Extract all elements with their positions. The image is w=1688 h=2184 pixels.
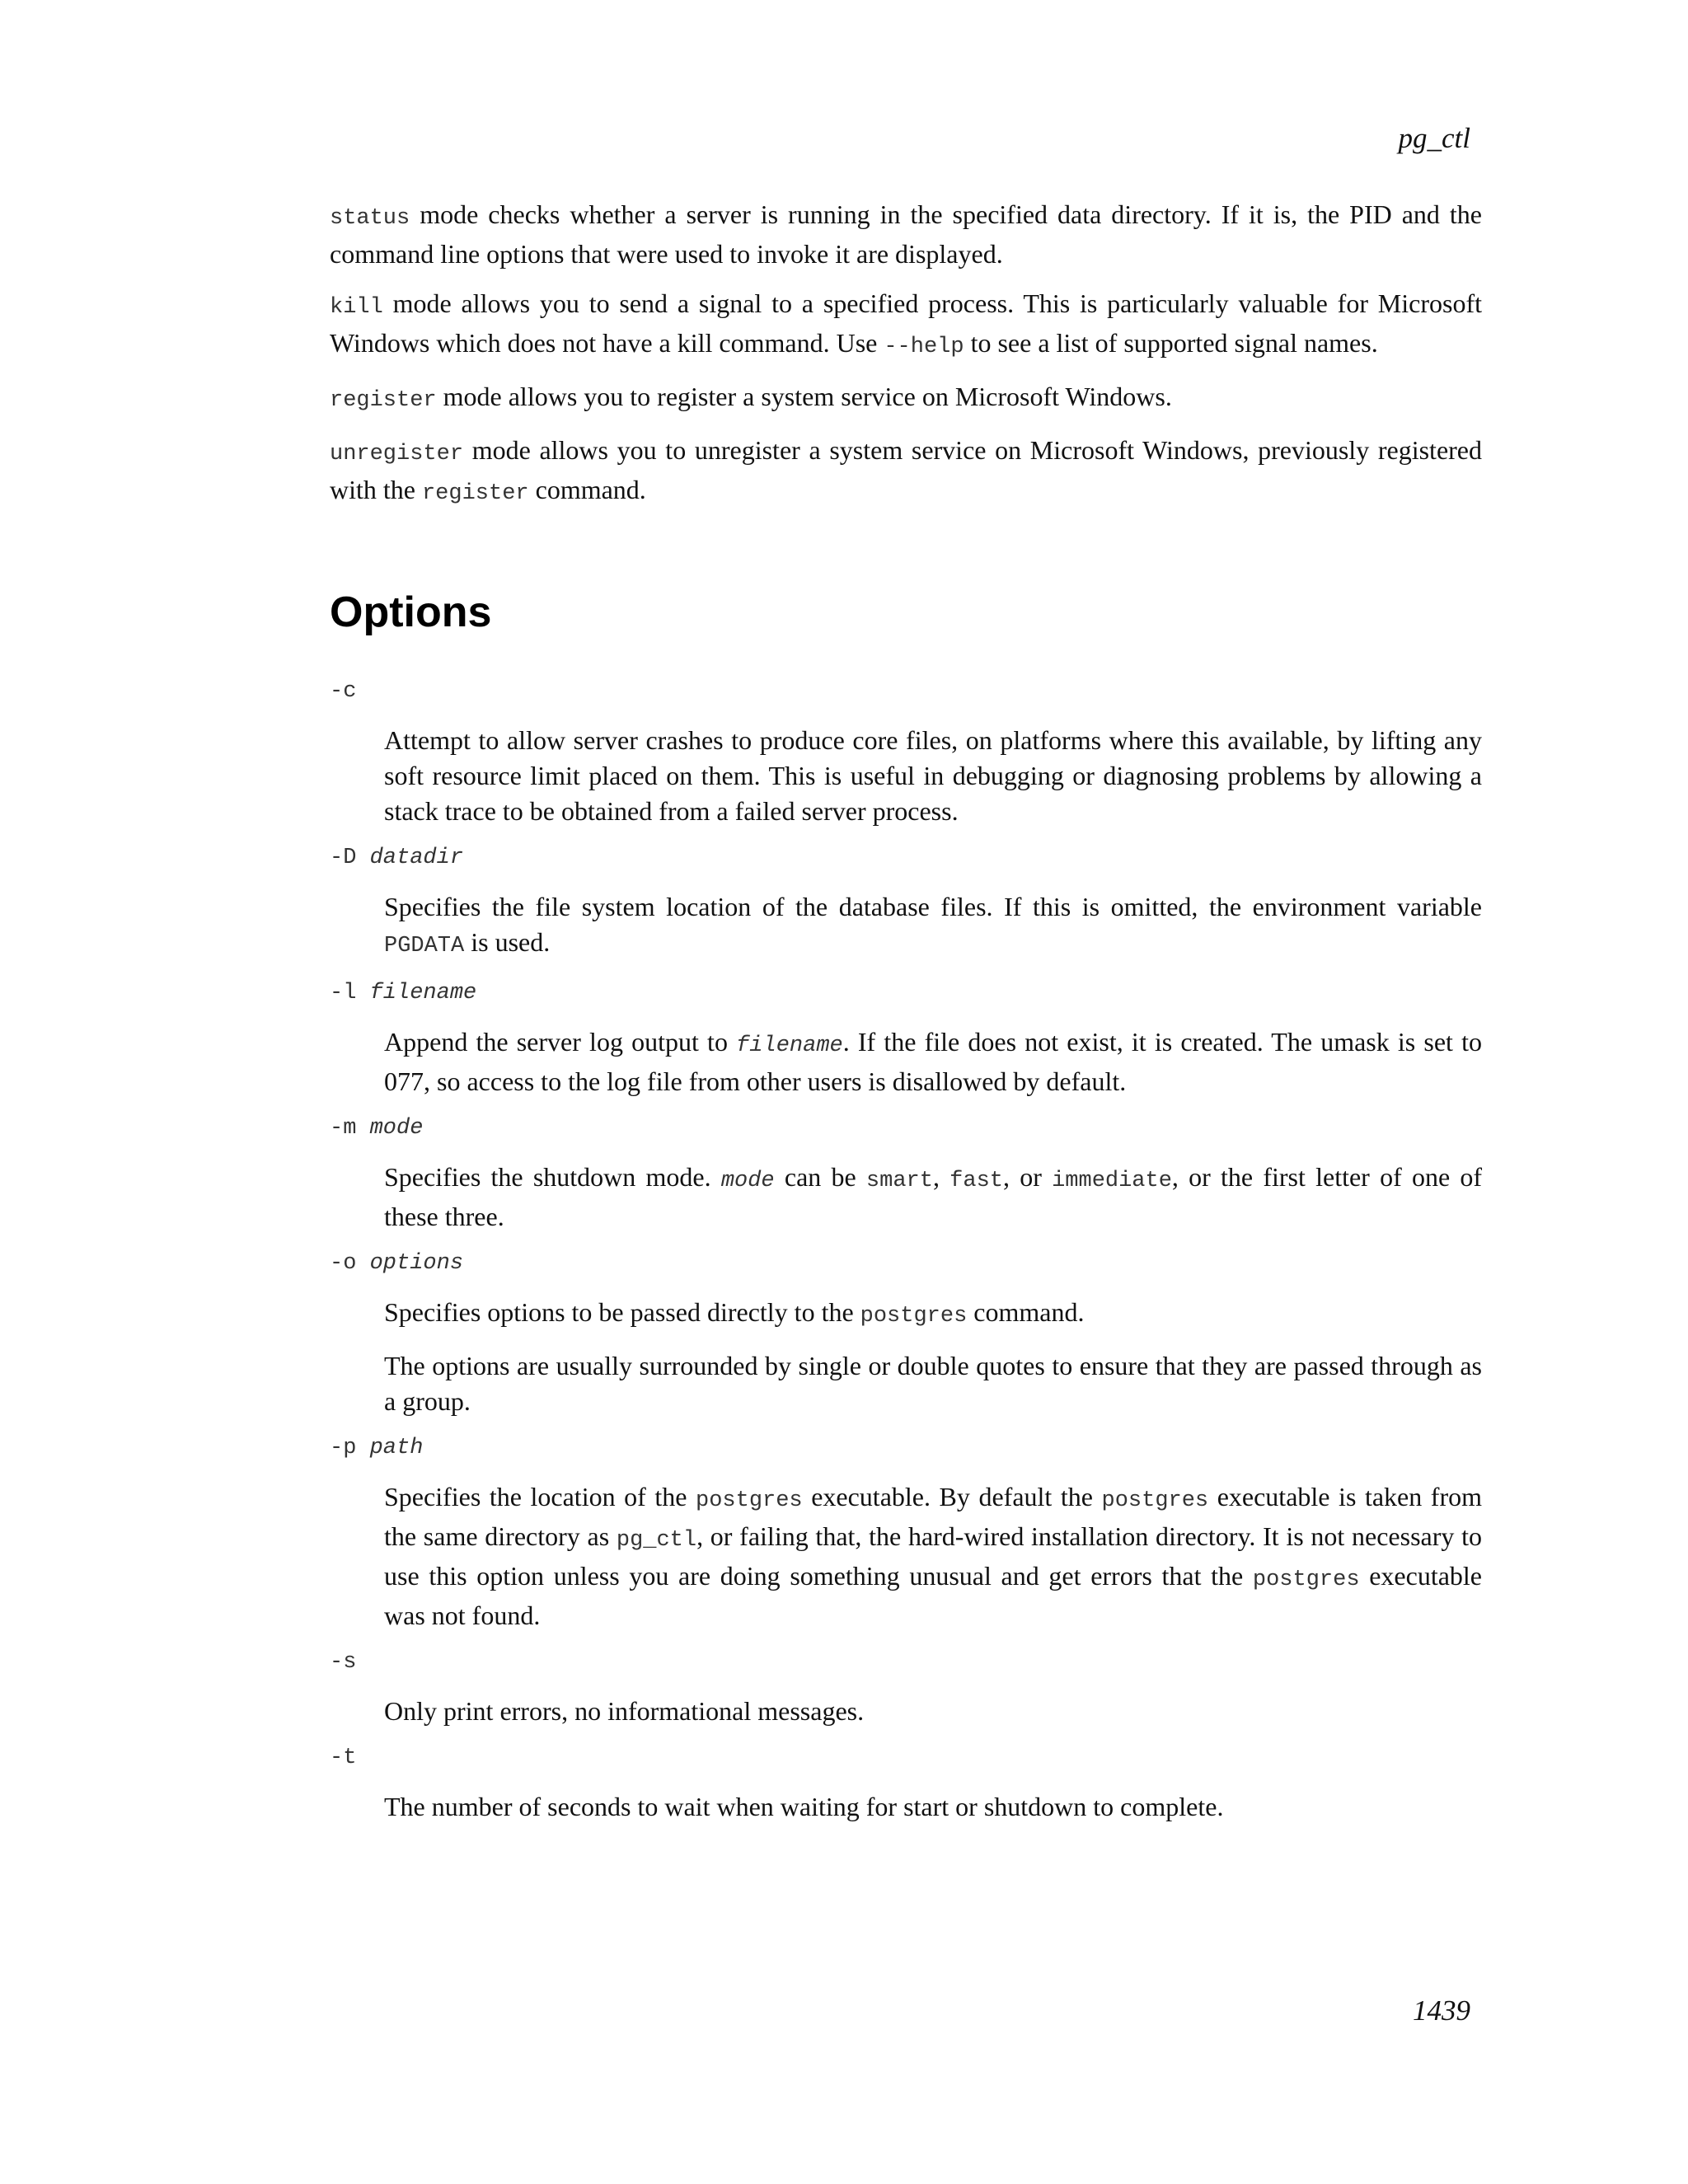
option-s-description xyxy=(384,1694,1482,1729)
option-o-text-before: Specifies options to be passed directly to the xyxy=(384,1297,860,1327)
postgres-code: postgres xyxy=(860,1304,968,1329)
pg-ctl-code: pg_ctl xyxy=(616,1528,697,1553)
option-t-description xyxy=(384,1789,1482,1825)
status-code: status xyxy=(330,206,410,231)
fast-code: fast xyxy=(950,1169,1003,1193)
option-l-text xyxy=(384,1024,1482,1099)
postgres-code-3: postgres xyxy=(1252,1568,1360,1592)
option-d-term xyxy=(330,843,1482,873)
kill-code: kill xyxy=(330,295,383,320)
option-s-term xyxy=(330,1647,1482,1677)
option-d-text xyxy=(384,889,1482,964)
option-c-flag: -c xyxy=(330,679,357,704)
option-c-term xyxy=(330,677,1482,706)
option-o-arg: options xyxy=(369,1251,464,1276)
option-l-flag: -l xyxy=(330,981,357,1005)
option-l-description xyxy=(384,1024,1482,1099)
page-number: 1439 xyxy=(1413,1994,1470,2027)
option-m-text-2: can be xyxy=(774,1162,866,1192)
unregister-text-before: mode allows you to unregister a system service on Microsoft Windows, previously registered with the xyxy=(330,435,1482,504)
option-m-arg: mode xyxy=(369,1116,424,1141)
postgres-code-1: postgres xyxy=(696,1488,803,1513)
kill-mode-paragraph xyxy=(330,286,1482,365)
option-t-term xyxy=(330,1743,1482,1773)
option-o-text-after: command. xyxy=(967,1297,1085,1327)
option-s-flag: -s xyxy=(330,1650,357,1675)
option-d-arg: datadir xyxy=(369,846,464,870)
option-m-text-5: , or the first letter of one of these three. xyxy=(384,1162,1483,1231)
option-o-flag: -o xyxy=(330,1251,357,1276)
option-d-description xyxy=(384,889,1482,964)
option-t-flag: -t xyxy=(330,1746,357,1770)
option-p-text-4: , or failing that, the hard-wired installation directory. It is not necessary to use this option unless you are doing something unusual and get errors that the xyxy=(384,1521,1483,1591)
option-o-second-text: The options are usually surrounded by single or double quotes to ensure that they are passed through as a group. xyxy=(384,1351,1482,1416)
option-o-description xyxy=(384,1295,1482,1419)
running-header-title: pg_ctl xyxy=(1398,122,1470,154)
kill-text-before: mode allows you to send a signal to a specified process. This is particularly valuable for Microsoft Windows which does not have a kill command. Use xyxy=(330,288,1482,358)
option-d-flag: -D xyxy=(330,846,357,870)
pgdata-code: PGDATA xyxy=(384,934,465,958)
options-heading: Options xyxy=(330,588,492,636)
option-m-text-1: Specifies the shutdown mode. xyxy=(384,1162,721,1192)
register-text: mode allows you to register a system service on Microsoft Windows. xyxy=(436,382,1172,411)
option-m-text-4: , or xyxy=(1002,1162,1053,1192)
page-content xyxy=(330,197,1482,1839)
options-list xyxy=(330,677,1482,1825)
register-code: register xyxy=(330,388,437,413)
kill-text-after: to see a list of supported signal names. xyxy=(964,328,1378,358)
option-d-text-after: is used. xyxy=(464,927,551,957)
option-l-arg: filename xyxy=(369,981,477,1005)
unregister-mode-paragraph xyxy=(330,433,1482,512)
option-l-text-after: . If the file does not exist, it is created. The umask is set to 077, so access to the log file from other users is disallowed by default. xyxy=(384,1027,1483,1096)
option-p-text-1: Specifies the location of the xyxy=(384,1482,696,1511)
option-p-text-2: executable. By default the xyxy=(802,1482,1102,1511)
option-c-description xyxy=(384,723,1482,829)
filename-code: filename xyxy=(736,1033,843,1058)
register-inline-code: register xyxy=(421,481,529,506)
unregister-text-after: command. xyxy=(528,475,646,504)
option-d-text-before: Specifies the file system location of the database files. If this is omitted, the environment variable xyxy=(384,892,1482,921)
mode-code: mode xyxy=(720,1169,775,1193)
option-p-text-3: executable is taken from the same directory as xyxy=(384,1482,1483,1551)
option-m-text xyxy=(384,1160,1482,1235)
status-text: mode checks whether a server is running in the specified data directory. If it is, the PID and the command line options that were used to invoke it are displayed. xyxy=(330,199,1482,269)
option-p-flag: -p xyxy=(330,1436,357,1460)
option-p-term xyxy=(330,1433,1482,1463)
option-l-text-before: Append the server log output to xyxy=(384,1027,737,1057)
option-p-text-5: executable was not found. xyxy=(384,1561,1482,1630)
option-l-term xyxy=(330,978,1482,1008)
status-mode-paragraph xyxy=(330,197,1482,272)
option-m-text-3: , xyxy=(932,1162,950,1192)
help-option-code: --help xyxy=(884,335,964,359)
option-c-text: Attempt to allow server crashes to produce core files, on platforms where this available, by lifting any soft resource limit placed on them. This is useful in debugging or diagnosing problems by allowing a stack trace to be obtained from a failed server process. xyxy=(384,725,1482,826)
option-s-text: Only print errors, no informational messages. xyxy=(384,1696,865,1726)
option-o-term xyxy=(330,1249,1482,1278)
option-m-description xyxy=(384,1160,1482,1235)
immediate-code: immediate xyxy=(1052,1169,1172,1193)
option-m-flag: -m xyxy=(330,1116,357,1141)
option-p-arg: path xyxy=(369,1436,424,1460)
option-m-term xyxy=(330,1113,1482,1143)
smart-code: smart xyxy=(865,1169,933,1193)
unregister-code: unregister xyxy=(330,442,464,466)
postgres-code-2: postgres xyxy=(1101,1488,1209,1513)
option-p-text xyxy=(384,1479,1482,1633)
option-o-text xyxy=(384,1295,1482,1334)
option-p-description xyxy=(384,1479,1482,1633)
register-mode-paragraph xyxy=(330,379,1482,419)
option-t-text: The number of seconds to wait when waiting for start or shutdown to complete. xyxy=(384,1792,1224,1821)
